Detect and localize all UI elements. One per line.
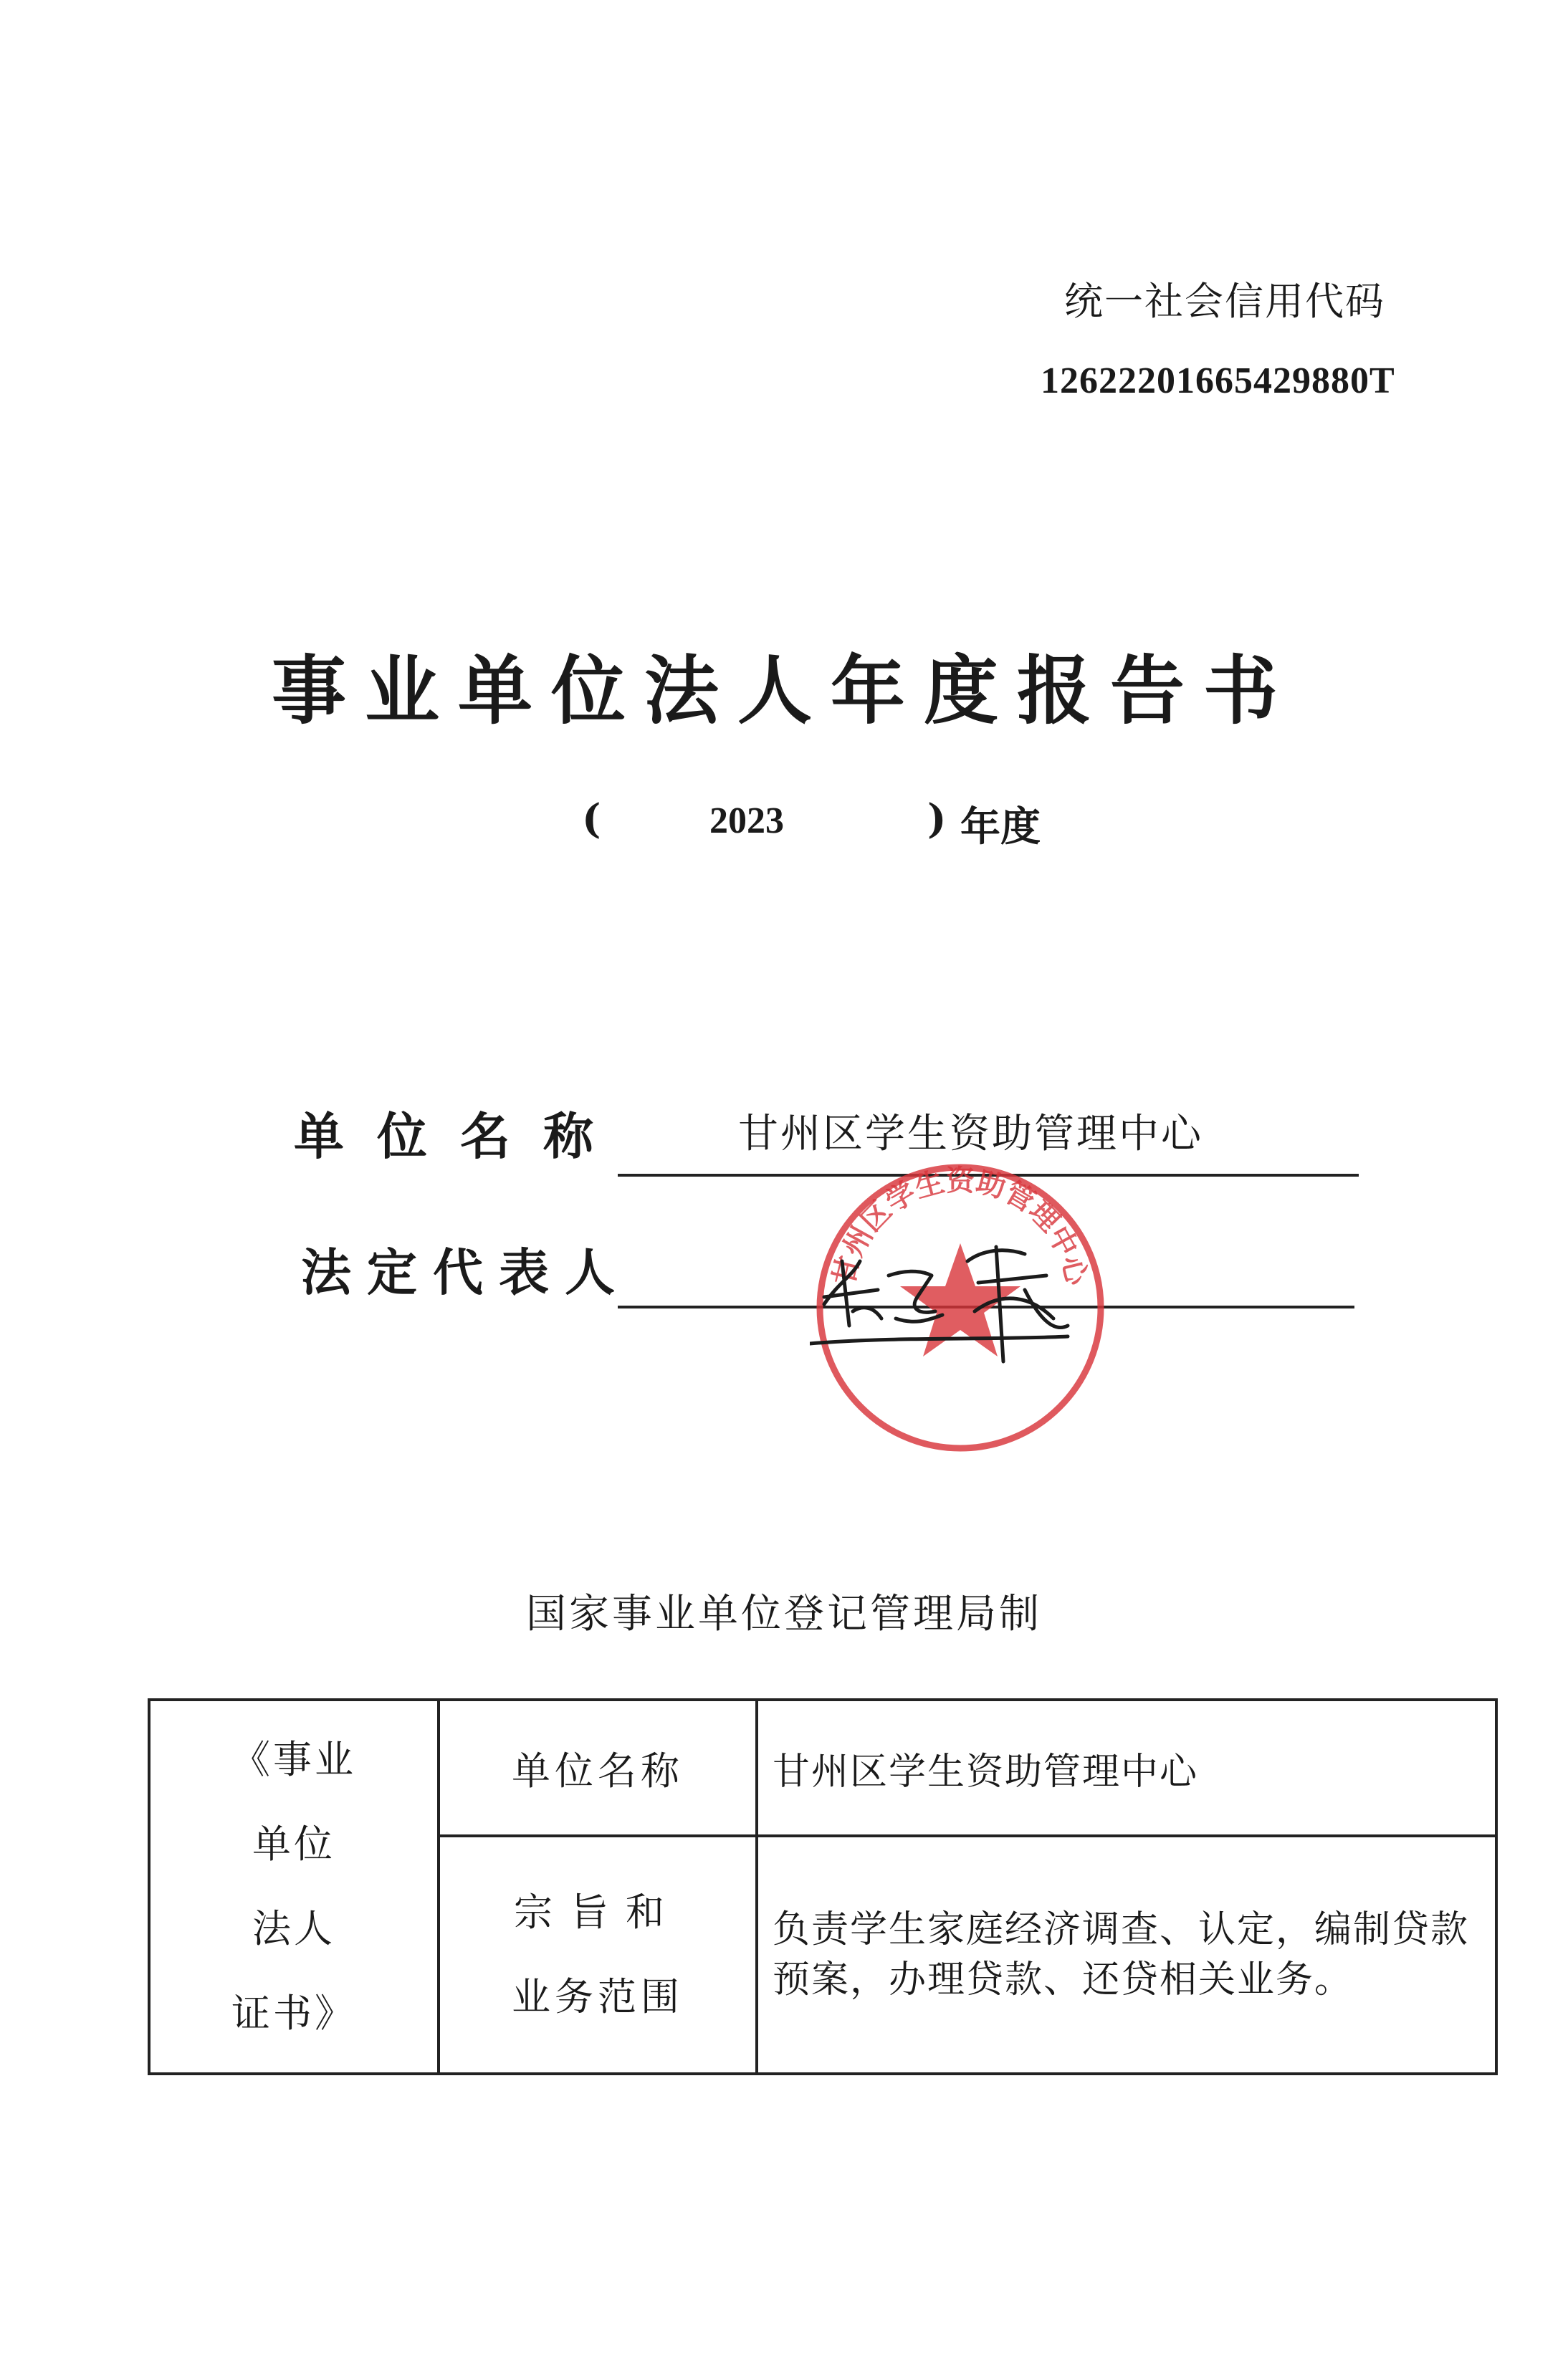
credit-code-value: 12622201665429880T bbox=[1041, 360, 1395, 401]
purpose-key-line: 宗旨和 bbox=[514, 1890, 682, 1935]
legal-rep-signature bbox=[810, 1218, 1111, 1376]
unit-name-value-cell: 甘州区学生资助管理中心 bbox=[757, 1700, 1496, 1836]
unit-name-key-cell: 单位名称 bbox=[439, 1700, 757, 1836]
legal-rep-label: 法定代表人 bbox=[301, 1243, 631, 1302]
purpose-key-line: 业务范围 bbox=[512, 1974, 684, 2019]
certificate-title-line: 单位 bbox=[252, 1822, 335, 1867]
year-suffix: 年度 bbox=[960, 803, 1041, 851]
report-year-row bbox=[0, 795, 1568, 851]
report-year: 2023 bbox=[709, 800, 784, 841]
certificate-info-table bbox=[148, 1698, 1498, 2075]
year-close-paren: ) bbox=[927, 795, 947, 843]
purpose-value-cell: 负责学生家庭经济调查、认定，编制贷款预案，办理贷款、还贷相关业务。 bbox=[757, 1836, 1496, 2074]
unit-name-label: 单位名称 bbox=[294, 1107, 626, 1166]
document-title: 事业单位法人年度报告书 bbox=[271, 647, 1296, 735]
table-row bbox=[149, 1700, 1496, 1836]
credit-code-label: 统一社会信用代码 bbox=[1064, 279, 1385, 324]
unit-name-value: 甘州区学生资助管理中心 bbox=[738, 1111, 1203, 1157]
certificate-title-line: 证书》 bbox=[231, 1991, 356, 2036]
certificate-title-line: 《事业 bbox=[231, 1737, 356, 1782]
purpose-key-cell bbox=[439, 1836, 757, 2074]
certificate-title-line: 法人 bbox=[252, 1906, 335, 1951]
year-open-paren: ( bbox=[582, 795, 601, 843]
certificate-title-cell bbox=[149, 1700, 439, 2074]
svg-text:甘州区学生资助管理中心: 甘州区学生资助管理中心 bbox=[827, 1164, 1094, 1288]
issuing-authority: 国家事业单位登记管理局制 bbox=[526, 1591, 1042, 1637]
